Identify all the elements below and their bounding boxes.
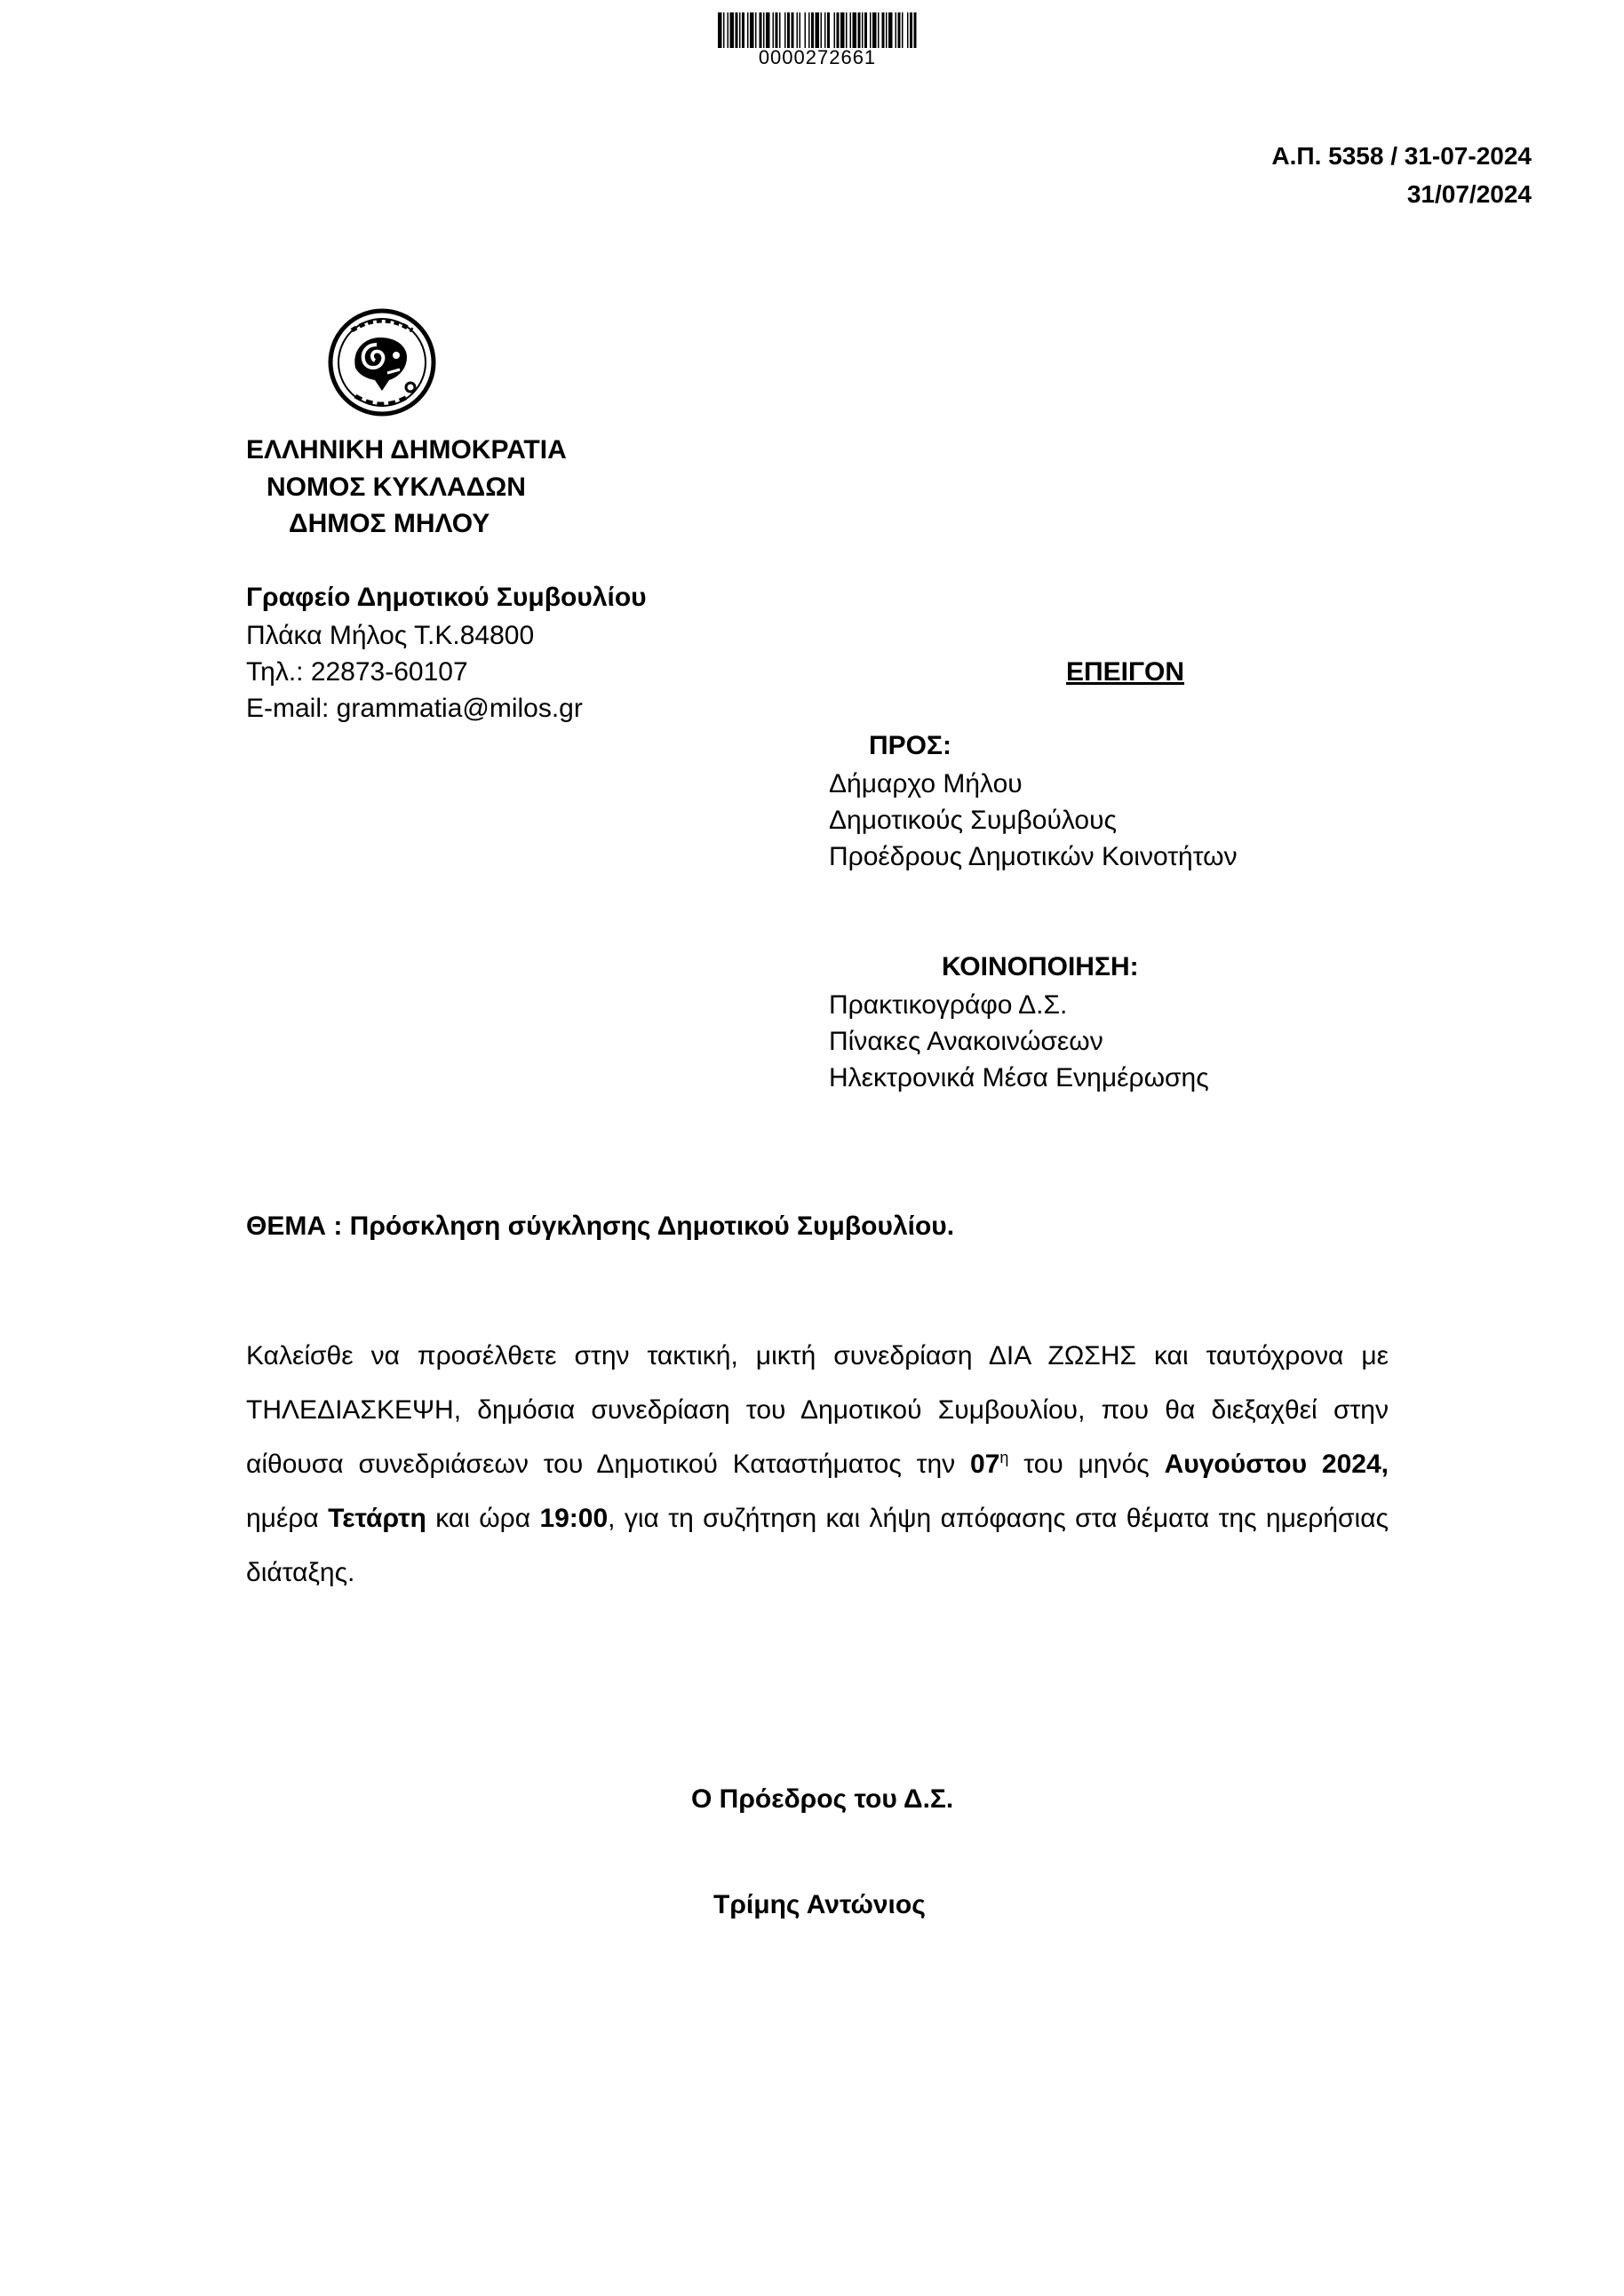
body-text-part: , για τη συζήτηση και λήψη απόφασης στα θέματα της ημερήσιας διάταξης. xyxy=(246,1504,1389,1587)
cc-item: Ηλεκτρονικά Μέσα Ενημέρωσης xyxy=(829,1063,1209,1092)
country-heading: ΕΛΛΗΝΙΚΗ ΔΗΜΟΚΡΑΤΙΑ xyxy=(246,435,567,465)
office-name: Γραφείο Δημοτικού Συμβουλίου xyxy=(246,583,647,612)
body-paragraph xyxy=(246,1329,1389,1600)
signer-role: Ο Πρόεδρος του Δ.Σ. xyxy=(691,1784,954,1814)
subject-line: ΘΕΜΑ : Πρόσκληση σύγκλησης Δημοτικού Συμβουλίου. xyxy=(246,1212,955,1241)
municipal-seal-icon xyxy=(325,306,439,419)
recipients-label: ΠΡΟΣ: xyxy=(869,731,952,760)
body-text-part: του μηνός xyxy=(1008,1450,1165,1479)
recipient-item: Προέδρους Δημοτικών Κοινοτήτων xyxy=(829,842,1238,871)
body-text-part: και ώρα xyxy=(426,1504,540,1533)
meeting-month: Αυγούστου 2024, xyxy=(1164,1450,1389,1479)
urgency-label: ΕΠΕΙΓΟΝ xyxy=(1066,657,1185,687)
office-email: E-mail: grammatia@milos.gr xyxy=(246,694,583,723)
body-text-part: ημέρα xyxy=(246,1504,329,1533)
barcode-icon xyxy=(718,12,917,48)
prefecture-heading: ΝΟΜΟΣ ΚΥΚΛΑΔΩΝ xyxy=(267,473,526,502)
office-address: Πλάκα Μήλος Τ.Κ.84800 xyxy=(246,621,535,650)
body-text-part: Καλείσθε να προσέλθετε στην τακτική, μικτή συνεδρίαση ΔΙΑ ΖΩΣΗΣ και ταυτόχρονα με ΤΗΛΕΔΙΑΣΚΕΨΗ, δημόσια συνεδρίαση του Δημοτικού Συμβουλίου, που θα διεξαχθεί στην αίθουσα συνεδριάσεων του Δημοτικού Καταστήματος την xyxy=(246,1341,1389,1479)
protocol-number: Α.Π. 5358 / 31-07-2024 xyxy=(1271,142,1532,170)
cc-item: Πρακτικογράφο Δ.Σ. xyxy=(829,990,1068,1020)
recipient-item: Δημοτικούς Συμβούλους xyxy=(829,806,1117,835)
meeting-day: 07 xyxy=(970,1450,1000,1479)
municipality-heading: ΔΗΜΟΣ ΜΗΛΟΥ xyxy=(289,509,490,538)
protocol-date: 31/07/2024 xyxy=(1406,180,1532,208)
barcode-number: 0000272661 xyxy=(758,46,877,68)
cc-item: Πίνακες Ανακοινώσεων xyxy=(829,1027,1103,1056)
meeting-weekday: Τετάρτη xyxy=(328,1504,426,1533)
recipient-item: Δήμαρχο Μήλου xyxy=(829,769,1023,798)
meeting-day-suffix: η xyxy=(999,1449,1009,1466)
cc-label: ΚΟΙΝΟΠΟΙΗΣΗ: xyxy=(942,952,1139,981)
office-phone: Τηλ.: 22873-60107 xyxy=(246,657,468,687)
signer-name: Τρίμης Αντώνιος xyxy=(713,1890,926,1919)
meeting-time: 19:00 xyxy=(539,1504,609,1533)
